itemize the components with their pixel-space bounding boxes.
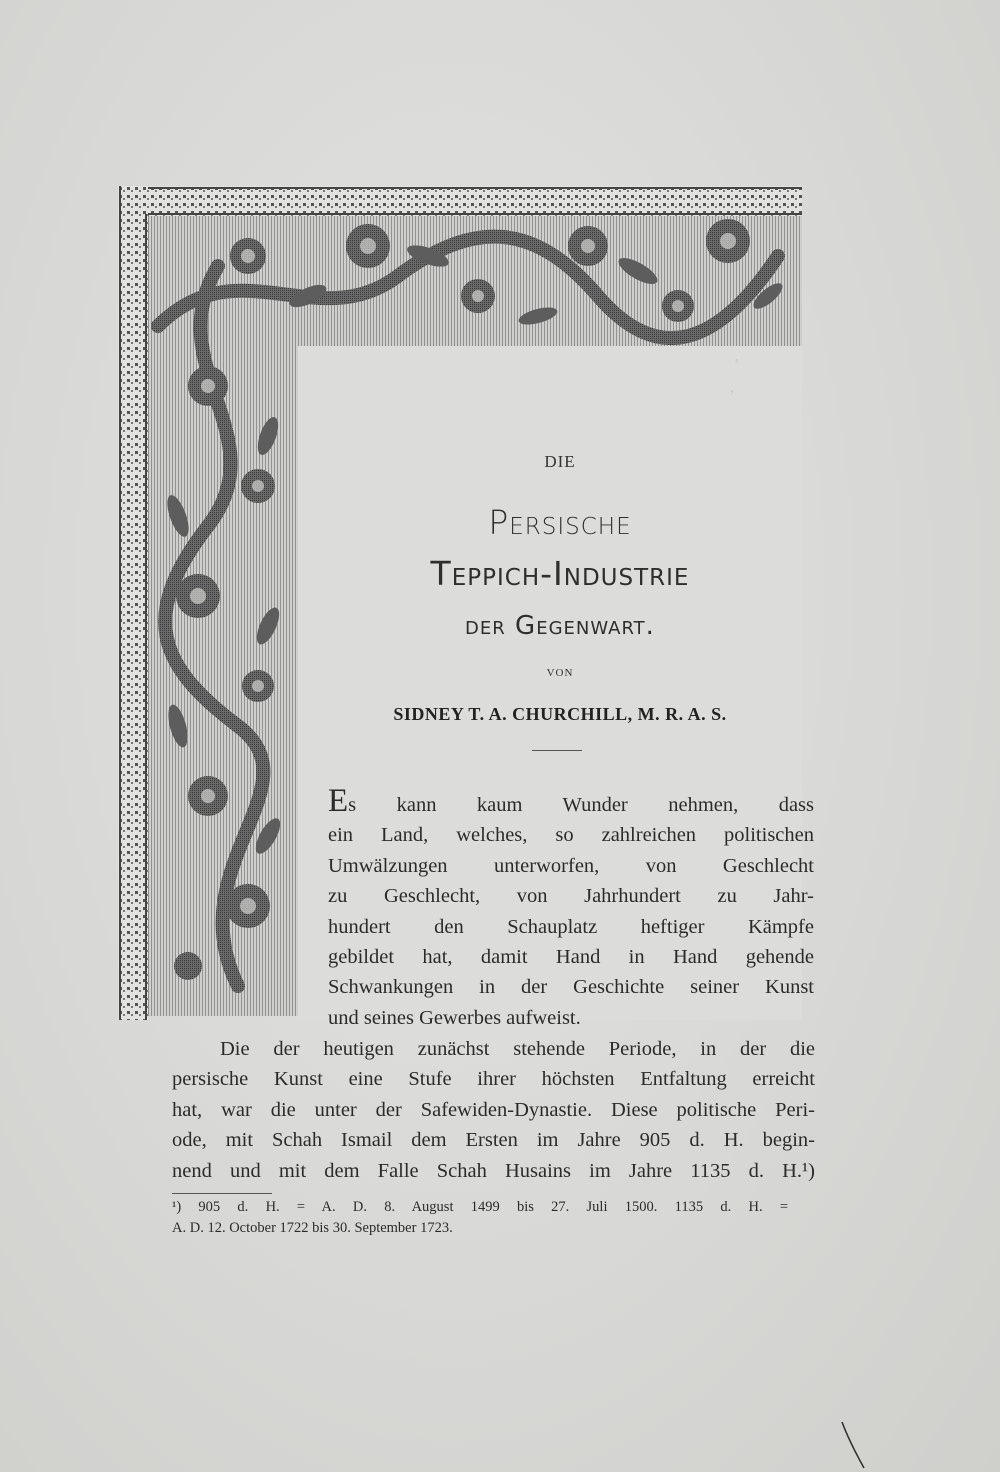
paragraph-line: hat, war die unter der Safewiden-Dynastie. Diese politische Peri- [172,1098,815,1121]
paragraph-line: Die der heutigen zunächst stehende Periode, in der die [220,1038,815,1060]
paragraph-line: zu Geschlecht, von Jahrhundert zu Jahr- [328,885,814,908]
paragraph-line: ein Land, welches, so zahlreichen politischen [328,824,814,847]
paragraph-line: hundert den Schauplatz heftiger Kämpfe [328,915,814,938]
paragraph-line [328,783,814,820]
heading-die: DIE [544,452,576,471]
title-line-1: Persische [488,503,632,542]
paragraph-line: ode, mit Schah Ismail dem Ersten im Jahre 905 d. H. begin- [172,1129,815,1152]
title-line-3: der Gegenwart. [465,611,655,641]
page-scratch-mark [838,1420,868,1470]
bleed-through-text: , , [729,345,739,397]
paragraph-line: gebildet hat, damit Hand in Hand gehende [328,946,814,969]
paragraph-line: Schwankungen in der Geschichte seiner Kunst [328,976,814,999]
separator-rule [532,750,582,751]
author-name: SIDNEY T. A. CHURCHILL, M. R. A. S. [393,704,727,724]
title-line-2: Teppich-Industrie [430,554,690,593]
byline-von: VON [546,667,574,679]
drop-cap: E [328,783,349,819]
footnote [172,1197,788,1239]
footnote-line: ¹) 905 d. H. = A. D. 8. August 1499 bis 27. Juli 1500. 1135 d. H. = [172,1199,788,1215]
footnote-line: A. D. 12. October 1722 bis 30. September 1723. [172,1220,453,1236]
paragraph-line: Umwälzungen unterworfen, von Geschlecht [328,854,814,877]
paragraph-2 [172,1034,815,1186]
footnote-rule [172,1193,272,1194]
paragraph-line: nend und mit dem Falle Schah Husains im Jahre 1135 d. H.¹) [172,1159,815,1182]
paragraph-line-text: s kann kaum Wunder nehmen, dass [348,794,814,816]
paragraph-1 [328,783,814,1033]
paragraph-line: und seines Gewerbes aufweist. [328,1006,581,1029]
paragraph-line: persische Kunst eine Stufe ihrer höchsten Entfaltung erreicht [172,1068,815,1091]
